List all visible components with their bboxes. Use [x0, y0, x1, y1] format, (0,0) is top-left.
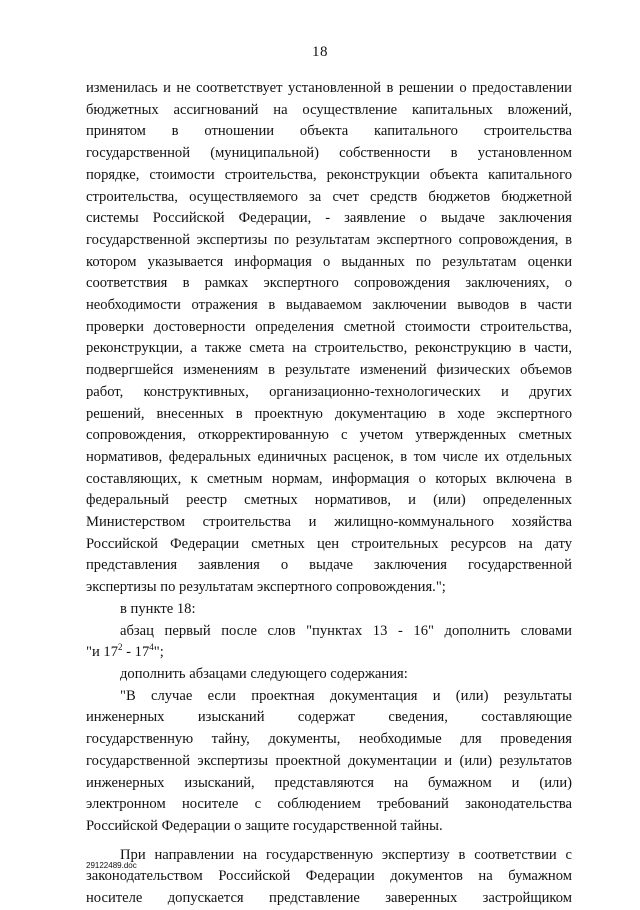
text-line: изменилась и не соответствует установленной в решении о предоставлении [86, 80, 572, 96]
document-body [86, 78, 572, 910]
text-line: сопровождения, откорректированную с учетом утвержденных сметных [86, 427, 572, 444]
text-line: соответствия в рамках экспертного сопровождения заключениях, о [86, 275, 572, 292]
text-line: электронном носителе с соблюдением требований законодательства [86, 796, 572, 813]
text-line: носителе допускается представление заверенных застройщиком [86, 890, 572, 907]
text-line: государственной экспертизы по результатам экспертного сопровождения, в [86, 231, 572, 248]
text-line: инженерных изысканий, представляются на бумажном и (или) [86, 774, 572, 791]
text-fragment: "и 17 [86, 644, 119, 661]
paragraph-amendment-first [86, 621, 572, 664]
text-line: бюджетных ассигнований на осуществление капитальных вложений, [86, 101, 572, 118]
paragraph-state-secret [86, 686, 572, 838]
text-line: составляющих, к сметным нормам, информация о которых включена в [86, 470, 572, 487]
text-line: строительства, осуществляемого за счет средств бюджетов бюджетной [86, 188, 572, 205]
text-line: Министерством строительства и жилищно-коммунального хозяйства [86, 514, 572, 531]
text-line: федеральный реестр сметных нормативов, и (или) определенных [86, 492, 572, 509]
text-line: работ, конструктивных, организационно-технологических и других [86, 383, 572, 400]
text-line: законодательством Российской Федерации документов на бумажном [86, 868, 572, 885]
paragraph-paper-submission [86, 845, 572, 910]
text-line: решений, внесенных в проектную документацию в ходе экспертного [86, 405, 572, 422]
text-line: порядке, стоимости строительства, реконструкции объекта капитального [86, 166, 572, 183]
text-fragment: "; [153, 644, 164, 661]
paragraph-continuation [86, 78, 572, 599]
text-line: Российской Федерации о защите государственной тайны. [86, 817, 443, 834]
text-line: нормативов, федеральных единичных расценок, в том числе их отдельных [86, 448, 572, 465]
text-line: абзац первый после слов "пунктах 13 - 16" дополнить словами [120, 622, 572, 639]
text-line: государственной (муниципальной) собственности в установленном [86, 145, 572, 162]
paragraph-clause-18: в пункте 18: [120, 600, 196, 617]
text-line: принятом в отношении объекта капитального строительства [86, 123, 572, 140]
text-line: реконструкции, а также смета на строительство, реконструкцию в части, [86, 340, 572, 357]
text-line: экспертизы по результатам экспертного сопровождения."; [86, 579, 446, 596]
text-line: инженерных изысканий содержат сведения, составляющие [86, 709, 572, 726]
text-line: проверки достоверности определения сметной стоимости строительства, [86, 318, 572, 335]
text-line-superscript [86, 642, 572, 664]
text-line: необходимости отражения в выдаваемом заключении выводов в части [86, 297, 572, 314]
text-line: При направлении на государственную экспертизу в соответствии с [120, 846, 572, 863]
text-line: системы Российской Федерации, - заявление о выдаче заключения [86, 210, 572, 227]
footer-filename: 29122489.doc [86, 861, 137, 870]
superscript: 4 [149, 642, 154, 653]
page-number: 18 [312, 44, 328, 60]
superscript: 2 [118, 642, 123, 653]
text-line: "В случае если проектная документация и (или) результаты [120, 687, 572, 704]
text-line: котором указывается информация о выданных по результатам оценки [86, 253, 572, 270]
paragraph-add-clauses: дополнить абзацами следующего содержания: [120, 665, 408, 682]
text-line: представления заявления о выдаче заключения государственной [86, 557, 572, 574]
text-line: государственную тайну, документы, необходимые для проведения [86, 731, 572, 748]
text-fragment: - 17 [122, 644, 150, 661]
text-line: государственной экспертизы проектной документации и (или) результатов [86, 752, 572, 769]
text-line: подвергшейся изменениям в результате изменений физических объемов [86, 362, 572, 379]
text-line: Российской Федерации сметных цен строительных ресурсов на дату [86, 535, 572, 552]
